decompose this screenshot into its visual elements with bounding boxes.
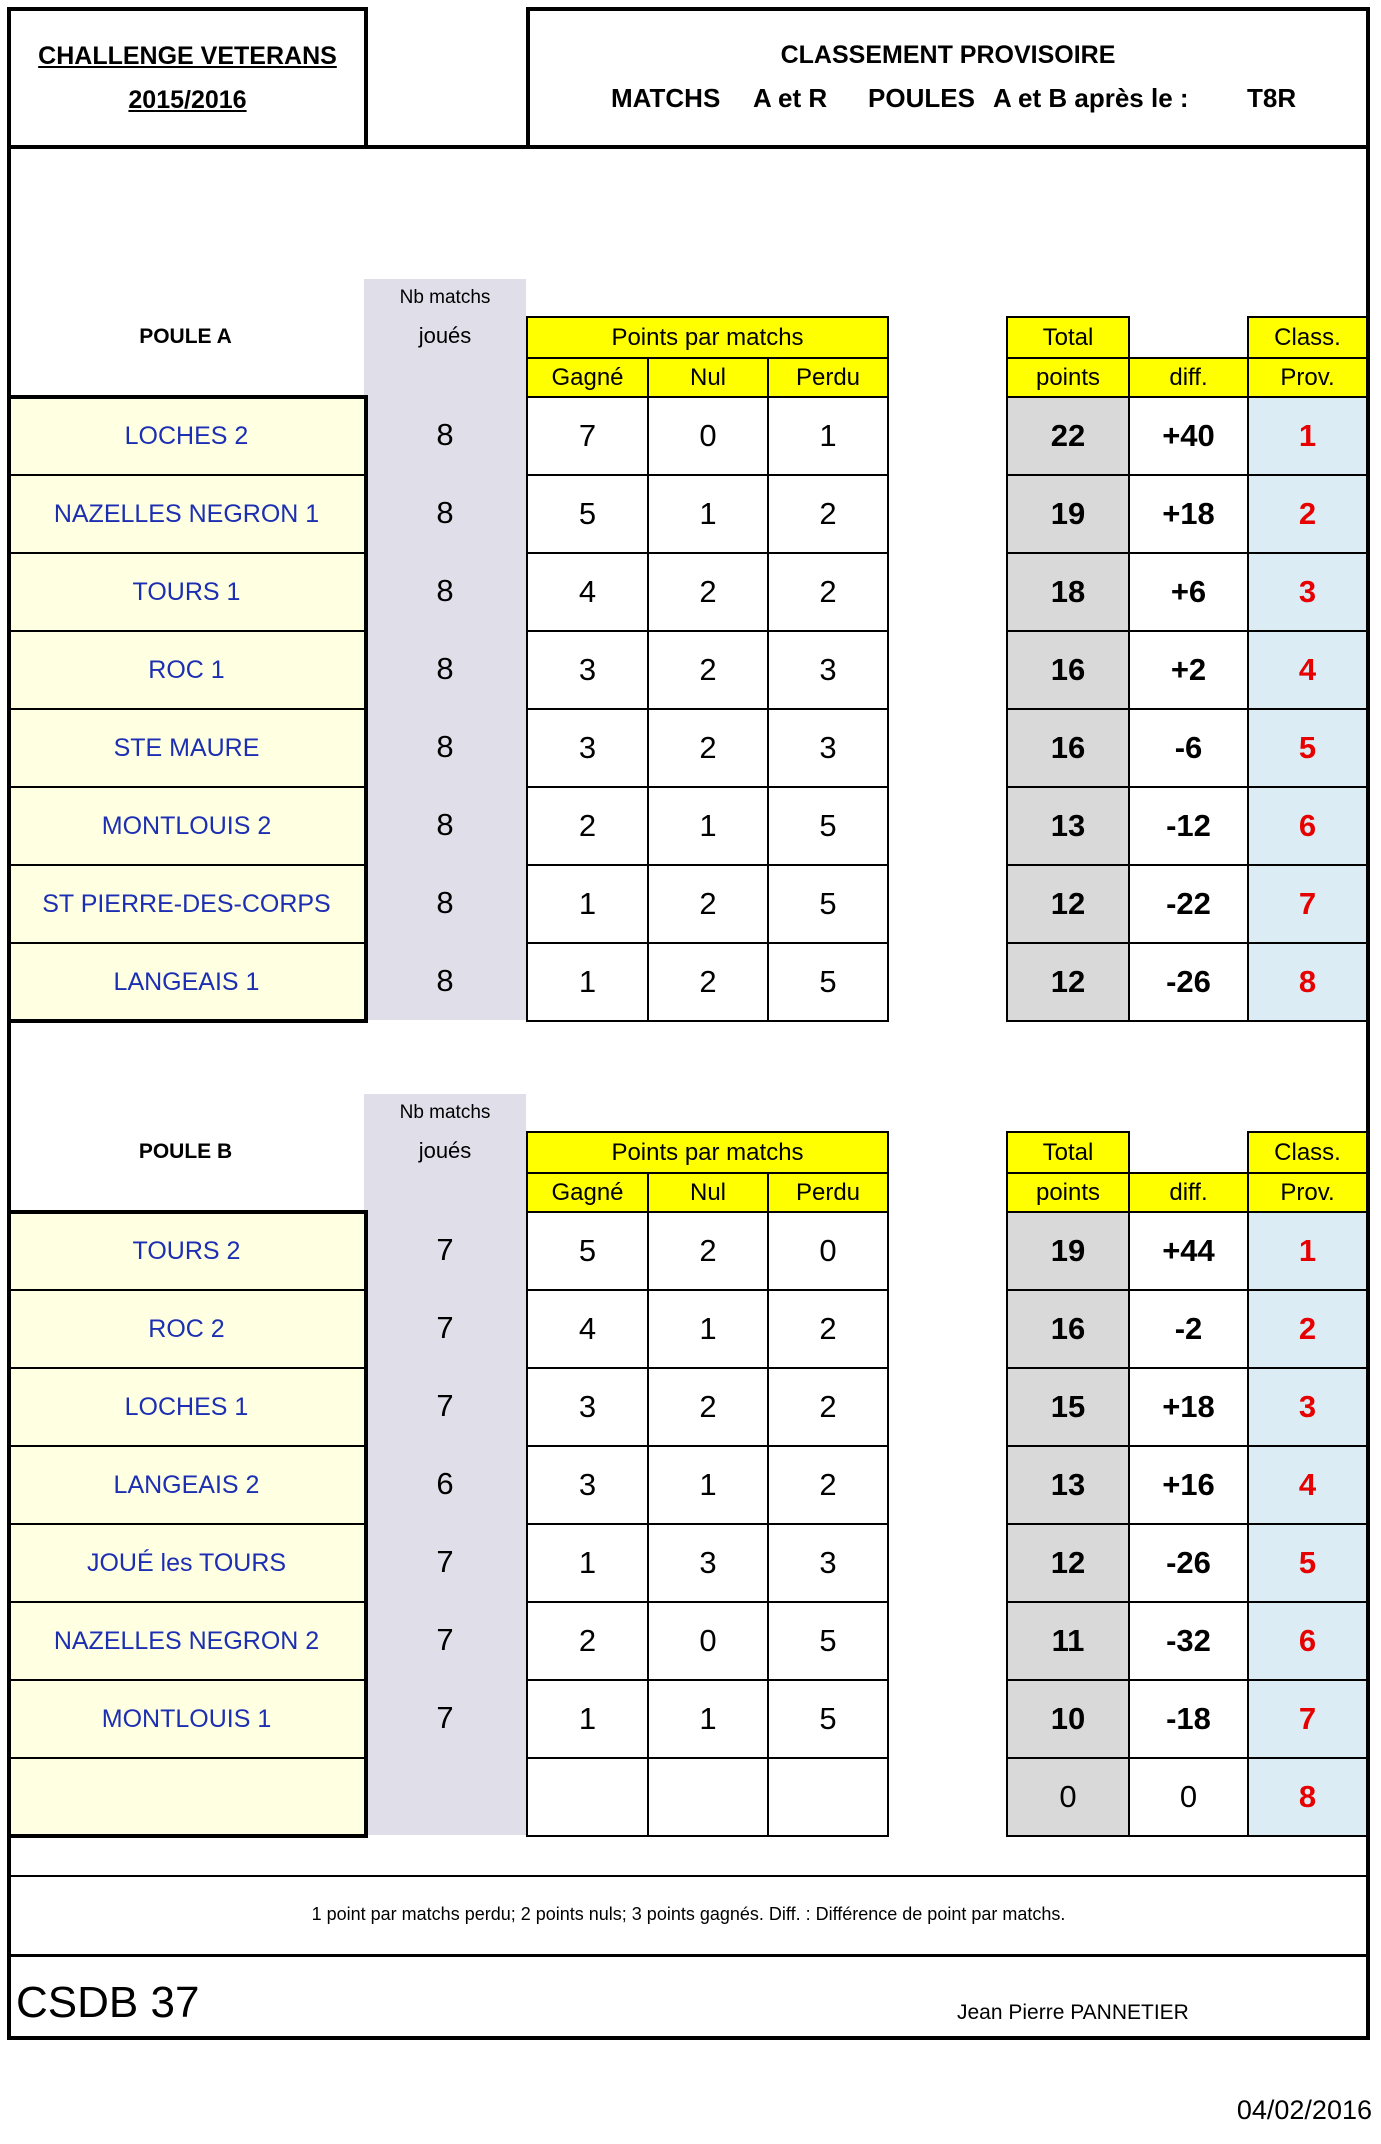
total-points-cell: 15	[1006, 1367, 1130, 1447]
total-points-cell: 16	[1006, 630, 1130, 710]
rank-cell: 6	[1247, 786, 1368, 866]
goal-diff-cell: -2	[1128, 1289, 1249, 1369]
total-points-cell: 11	[1006, 1601, 1130, 1681]
drawn-cell: 2	[647, 1367, 769, 1447]
drawn-cell: 2	[647, 1211, 769, 1291]
lost-cell: 3	[767, 708, 889, 788]
perdu-header: Perdu	[767, 1172, 889, 1213]
rank-cell: 8	[1247, 1757, 1368, 1837]
goal-diff-cell: +2	[1128, 630, 1249, 710]
matches-played-cell: 8	[436, 651, 454, 686]
lost-cell: 5	[767, 942, 889, 1022]
won-cell: 2	[526, 786, 649, 866]
rank-cell: 8	[1247, 942, 1368, 1022]
team-name-cell: NAZELLES NEGRON 1	[7, 474, 366, 554]
matches-played-cell	[364, 1757, 526, 1835]
lost-cell: 2	[767, 474, 889, 554]
scoring-footnote: 1 point par matchs perdu; 2 points nuls; 3 points gagnés. Diff. : Différence de point par matchs.	[311, 1904, 1066, 1924]
total-points-cell: 16	[1006, 1289, 1130, 1369]
perdu-header: Perdu	[767, 357, 889, 398]
drawn-cell: 3	[647, 1523, 769, 1603]
drawn-cell: 2	[647, 708, 769, 788]
drawn-cell: 2	[647, 630, 769, 710]
round-label: T8R	[1247, 83, 1297, 113]
matches-played-cell: 7	[436, 1232, 454, 1267]
challenge-title: CHALLENGE VETERANS	[38, 42, 337, 70]
total-points-cell: 16	[1006, 708, 1130, 788]
nul-header: Nul	[647, 357, 769, 398]
won-cell: 7	[526, 396, 649, 476]
nb-matchs-header: Nb matchs	[399, 287, 491, 308]
team-name-cell: STE MAURE	[7, 708, 366, 788]
prov-header: Prov.	[1247, 357, 1368, 398]
nb-matchs-header: Nb matchs	[399, 1102, 491, 1123]
drawn-cell: 2	[647, 552, 769, 632]
goal-diff-cell: +6	[1128, 552, 1249, 632]
rank-cell: 2	[1247, 1289, 1368, 1369]
matches-played-cell: 8	[436, 495, 454, 530]
total-points-cell: 22	[1006, 396, 1130, 476]
goal-diff-cell: -18	[1128, 1679, 1249, 1759]
points-par-matchs-header: Points par matchs	[526, 316, 889, 359]
classement-box	[526, 7, 1370, 149]
lost-cell: 2	[767, 552, 889, 632]
poule-label: POULE A	[139, 324, 232, 348]
classement-title: CLASSEMENT PROVISOIRE	[780, 41, 1116, 69]
team-name-cell: ROC 2	[7, 1289, 366, 1369]
class-header: Class.	[1247, 316, 1368, 359]
rank-cell: 6	[1247, 1601, 1368, 1681]
matches-played-cell: 8	[436, 573, 454, 608]
goal-diff-cell: -22	[1128, 864, 1249, 944]
total-header: Total	[1006, 316, 1130, 359]
lost-cell: 3	[767, 1523, 889, 1603]
team-name-cell: TOURS 2	[7, 1211, 366, 1291]
lost-cell: 3	[767, 630, 889, 710]
drawn-cell: 1	[647, 786, 769, 866]
matches-played-cell: 7	[436, 1388, 454, 1423]
rank-cell: 7	[1247, 864, 1368, 944]
matches-played-cell: 8	[436, 729, 454, 764]
gagne-header: Gagné	[526, 357, 649, 398]
team-name-cell: ST PIERRE-DES-CORPS	[7, 864, 366, 944]
goal-diff-cell: 0	[1128, 1757, 1249, 1837]
team-name-cell: TOURS 1	[7, 552, 366, 632]
drawn-cell: 0	[647, 1601, 769, 1681]
matches-played-cell: 8	[436, 807, 454, 842]
joues-header: joués	[418, 1138, 472, 1163]
won-cell: 4	[526, 1289, 649, 1369]
goal-diff-cell: -12	[1128, 786, 1249, 866]
matches-played-cell: 7	[436, 1700, 454, 1735]
rank-cell: 1	[1247, 396, 1368, 476]
drawn-cell: 2	[647, 864, 769, 944]
total-points-cell: 12	[1006, 864, 1130, 944]
team-name-cell: MONTLOUIS 2	[7, 786, 366, 866]
lost-cell: 5	[767, 1601, 889, 1681]
poule-a-table	[0, 279, 1381, 1024]
drawn-cell: 1	[647, 1289, 769, 1369]
matches-played-cell: 8	[436, 885, 454, 920]
class-header: Class.	[1247, 1131, 1368, 1174]
lost-cell: 0	[767, 1211, 889, 1291]
won-cell	[526, 1757, 649, 1837]
total-points-cell: 0	[1006, 1757, 1130, 1837]
rank-cell: 3	[1247, 1367, 1368, 1447]
goal-diff-cell: -6	[1128, 708, 1249, 788]
goal-diff-cell: -26	[1128, 1523, 1249, 1603]
team-name-cell: LANGEAIS 1	[7, 942, 366, 1022]
won-cell: 5	[526, 474, 649, 554]
lost-cell: 2	[767, 1445, 889, 1525]
total-points-cell: 19	[1006, 1211, 1130, 1291]
points-header: points	[1006, 1172, 1130, 1213]
total-points-cell: 10	[1006, 1679, 1130, 1759]
team-name-cell: NAZELLES NEGRON 2	[7, 1601, 366, 1681]
lost-cell: 5	[767, 864, 889, 944]
drawn-cell: 0	[647, 396, 769, 476]
won-cell: 1	[526, 864, 649, 944]
subtitle-aller-retour: A et R	[753, 83, 828, 113]
organization-label: CSDB 37	[16, 1978, 200, 2027]
drawn-cell: 1	[647, 1445, 769, 1525]
total-points-cell: 12	[1006, 942, 1130, 1022]
won-cell: 3	[526, 1367, 649, 1447]
goal-diff-cell: +18	[1128, 1367, 1249, 1447]
total-points-cell: 18	[1006, 552, 1130, 632]
total-points-cell: 19	[1006, 474, 1130, 554]
won-cell: 1	[526, 1523, 649, 1603]
points-par-matchs-header: Points par matchs	[526, 1131, 889, 1174]
total-header: Total	[1006, 1131, 1130, 1174]
nul-header: Nul	[647, 1172, 769, 1213]
total-points-cell: 13	[1006, 786, 1130, 866]
gagne-header: Gagné	[526, 1172, 649, 1213]
total-points-cell: 12	[1006, 1523, 1130, 1603]
subtitle-poules-ab: A et B après le :	[993, 83, 1189, 113]
subtitle-poules: POULES	[868, 83, 975, 113]
lost-cell: 1	[767, 396, 889, 476]
matches-played-cell: 7	[436, 1544, 454, 1579]
document-date: 04/02/2016	[1236, 2095, 1372, 2125]
goal-diff-cell: +16	[1128, 1445, 1249, 1525]
won-cell: 3	[526, 630, 649, 710]
total-points-cell: 13	[1006, 1445, 1130, 1525]
goal-diff-cell: +40	[1128, 396, 1249, 476]
matches-played-cell: 6	[436, 1466, 454, 1501]
won-cell: 1	[526, 942, 649, 1022]
footer-divider-bottom	[11, 1954, 1366, 1957]
joues-header: joués	[418, 323, 472, 348]
rank-cell: 7	[1247, 1679, 1368, 1759]
lost-cell: 2	[767, 1289, 889, 1369]
team-name-cell: JOUÉ les TOURS	[7, 1523, 366, 1603]
author-signature: Jean Pierre PANNETIER	[957, 2001, 1189, 2024]
rank-cell: 1	[1247, 1211, 1368, 1291]
rank-cell: 3	[1247, 552, 1368, 632]
goal-diff-cell: +44	[1128, 1211, 1249, 1291]
goal-diff-cell: -32	[1128, 1601, 1249, 1681]
title-box	[7, 7, 368, 149]
rank-cell: 5	[1247, 1523, 1368, 1603]
team-name-cell: LOCHES 1	[7, 1367, 366, 1447]
won-cell: 1	[526, 1679, 649, 1759]
poule-b-table	[0, 1094, 1381, 1839]
team-name-cell	[7, 1757, 366, 1837]
season-label: 2015/2016	[128, 86, 247, 114]
rank-cell: 4	[1247, 630, 1368, 710]
lost-cell	[767, 1757, 889, 1837]
won-cell: 3	[526, 1445, 649, 1525]
prov-header: Prov.	[1247, 1172, 1368, 1213]
team-name-cell: LOCHES 2	[7, 396, 366, 476]
goal-diff-cell: +18	[1128, 474, 1249, 554]
goal-diff-cell: -26	[1128, 942, 1249, 1022]
drawn-cell: 1	[647, 1679, 769, 1759]
lost-cell: 2	[767, 1367, 889, 1447]
lost-cell: 5	[767, 1679, 889, 1759]
won-cell: 5	[526, 1211, 649, 1291]
matches-played-cell: 8	[436, 963, 454, 998]
rank-cell: 4	[1247, 1445, 1368, 1525]
rank-cell: 5	[1247, 708, 1368, 788]
team-name-cell: MONTLOUIS 1	[7, 1679, 366, 1759]
won-cell: 4	[526, 552, 649, 632]
drawn-cell: 1	[647, 474, 769, 554]
drawn-cell: 2	[647, 942, 769, 1022]
matches-played-cell: 7	[436, 1622, 454, 1657]
poule-label: POULE B	[138, 1139, 233, 1163]
footer-divider-top	[11, 1875, 1366, 1877]
diff-header: diff.	[1128, 1172, 1249, 1213]
lost-cell: 5	[767, 786, 889, 866]
won-cell: 2	[526, 1601, 649, 1681]
team-name-cell: ROC 1	[7, 630, 366, 710]
points-header: points	[1006, 357, 1130, 398]
subtitle-matchs: MATCHS	[611, 83, 721, 113]
drawn-cell	[647, 1757, 769, 1837]
diff-header: diff.	[1128, 357, 1249, 398]
team-name-cell: LANGEAIS 2	[7, 1445, 366, 1525]
matches-played-cell: 8	[436, 417, 454, 452]
won-cell: 3	[526, 708, 649, 788]
matches-played-cell: 7	[436, 1310, 454, 1345]
rank-cell: 2	[1247, 474, 1368, 554]
